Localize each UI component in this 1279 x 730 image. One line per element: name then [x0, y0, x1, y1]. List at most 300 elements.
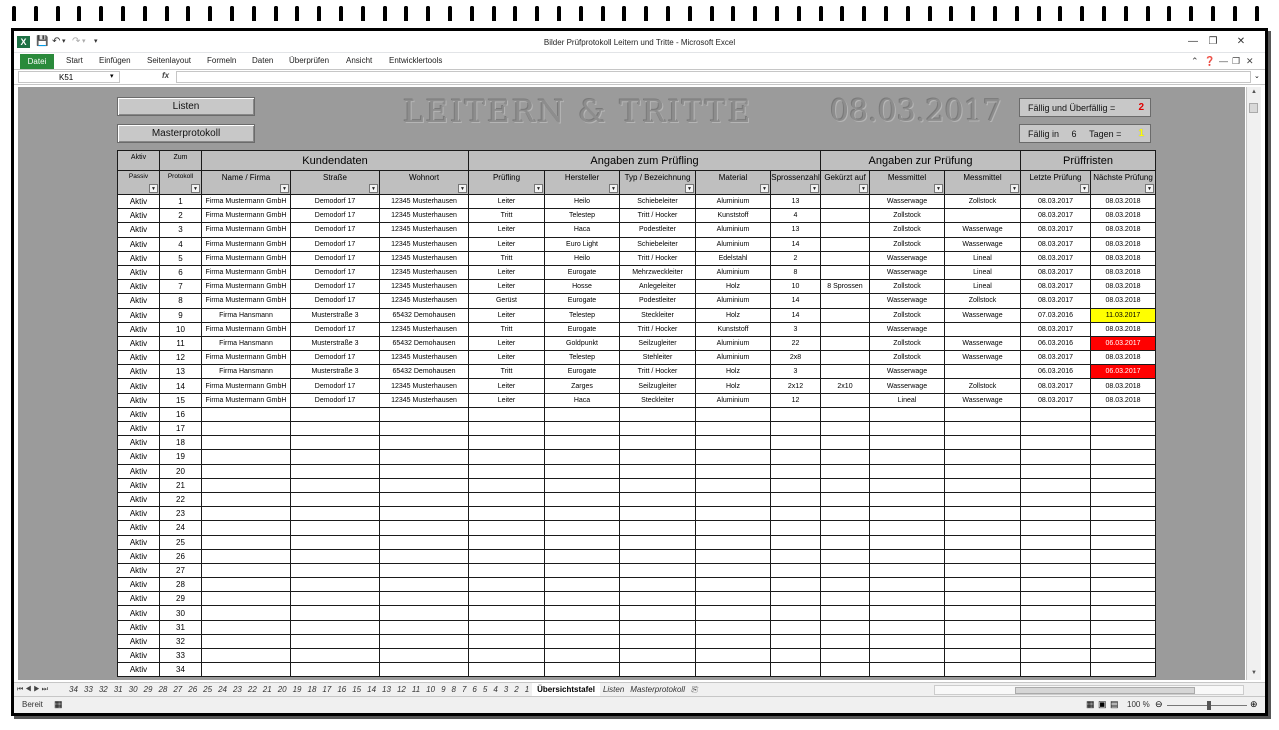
table-cell[interactable]: Tritt [469, 365, 545, 379]
table-cell[interactable] [1021, 450, 1091, 464]
table-cell[interactable]: 12345 Musterhausen [380, 195, 469, 209]
table-cell[interactable]: 2x10 [821, 379, 870, 393]
table-cell[interactable]: 12345 Musterhausen [380, 294, 469, 308]
filter-dropdown-icon[interactable]: ▼ [934, 184, 943, 193]
table-cell[interactable] [821, 620, 870, 634]
table-cell[interactable] [821, 322, 870, 336]
table-cell[interactable]: 8 Sprossen [821, 280, 870, 294]
table-cell[interactable] [469, 436, 545, 450]
table-cell[interactable]: Schiebeleiter [620, 237, 696, 251]
table-cell[interactable]: Wasserwage [945, 393, 1021, 407]
table-cell[interactable] [291, 549, 380, 563]
table-cell[interactable] [620, 407, 696, 421]
table-cell[interactable]: 08.03.2018 [1091, 209, 1156, 223]
table-cell[interactable]: 32 [160, 634, 202, 648]
table-cell[interactable]: Firma Mustermann GmbH [202, 393, 291, 407]
table-cell[interactable] [469, 422, 545, 436]
namebox-dropdown-icon[interactable]: ▾ [110, 73, 114, 80]
table-cell[interactable]: 23 [160, 507, 202, 521]
table-cell[interactable]: 12345 Musterhausen [380, 351, 469, 365]
table-cell[interactable] [380, 620, 469, 634]
table-cell[interactable] [870, 521, 945, 535]
table-cell[interactable] [380, 478, 469, 492]
table-cell[interactable] [1021, 592, 1091, 606]
page-layout-view-icon[interactable]: ▣ [1098, 699, 1107, 709]
table-cell[interactable]: Demodorf 17 [291, 280, 380, 294]
table-cell[interactable]: 12345 Musterhausen [380, 322, 469, 336]
table-cell[interactable] [291, 521, 380, 535]
table-cell[interactable] [1091, 507, 1156, 521]
table-cell[interactable] [696, 407, 771, 421]
zoom-out-icon[interactable]: ⊖ [1155, 699, 1163, 709]
table-cell[interactable]: Aktiv [118, 464, 160, 478]
close-icon[interactable]: ✕ [1236, 36, 1246, 47]
sheet-tab[interactable]: 19 [292, 685, 302, 694]
table-cell[interactable]: Leiter [469, 265, 545, 279]
tab-datei[interactable]: Datei [20, 54, 54, 69]
table-cell[interactable]: Wasserwage [870, 379, 945, 393]
table-cell[interactable]: 33 [160, 649, 202, 663]
table-cell[interactable]: 9 [160, 308, 202, 322]
tab-entwicklertools[interactable]: Entwicklertools [389, 56, 443, 65]
table-cell[interactable] [821, 464, 870, 478]
table-cell[interactable]: Aktiv [118, 209, 160, 223]
table-cell[interactable] [821, 251, 870, 265]
table-cell[interactable]: 7 [160, 280, 202, 294]
tab-ansicht[interactable]: Ansicht [346, 56, 373, 65]
sheet-tab[interactable]: 13 [382, 685, 391, 694]
table-cell[interactable] [620, 649, 696, 663]
first-sheet-icon[interactable]: ⏮ [17, 686, 24, 693]
table-cell[interactable] [202, 450, 291, 464]
table-cell[interactable] [291, 663, 380, 677]
table-cell[interactable]: 8 [771, 265, 821, 279]
table-cell[interactable] [945, 407, 1021, 421]
table-cell[interactable] [620, 592, 696, 606]
table-cell[interactable] [870, 478, 945, 492]
table-cell[interactable] [1091, 535, 1156, 549]
help-icon[interactable]: ❓ [1204, 56, 1216, 66]
table-cell[interactable] [202, 549, 291, 563]
table-cell[interactable] [380, 464, 469, 478]
table-cell[interactable] [945, 649, 1021, 663]
table-cell[interactable]: Leiter [469, 336, 545, 350]
table-cell[interactable] [380, 634, 469, 648]
table-cell[interactable] [821, 436, 870, 450]
table-cell[interactable]: Leiter [469, 379, 545, 393]
table-cell[interactable]: Leiter [469, 280, 545, 294]
table-cell[interactable]: 10 [771, 280, 821, 294]
table-cell[interactable]: 06.03.2016 [1021, 336, 1091, 350]
table-cell[interactable] [469, 521, 545, 535]
table-cell[interactable] [771, 634, 821, 648]
table-cell[interactable] [291, 563, 380, 577]
table-cell[interactable] [380, 535, 469, 549]
table-cell[interactable] [380, 606, 469, 620]
table-cell[interactable] [1021, 422, 1091, 436]
table-cell[interactable] [620, 422, 696, 436]
table-cell[interactable] [771, 436, 821, 450]
table-cell[interactable]: 30 [160, 606, 202, 620]
table-cell[interactable]: 2 [160, 209, 202, 223]
table-cell[interactable]: Haca [545, 393, 620, 407]
prev-sheet-icon[interactable]: ◀ [25, 686, 32, 693]
sheet-tab[interactable]: 14 [367, 685, 377, 694]
table-cell[interactable]: 6 [160, 265, 202, 279]
wb-close-icon[interactable]: ✕ [1246, 56, 1254, 66]
table-cell[interactable]: 28 [160, 578, 202, 592]
table-cell[interactable] [545, 450, 620, 464]
table-cell[interactable] [821, 592, 870, 606]
table-cell[interactable] [545, 578, 620, 592]
table-cell[interactable] [945, 322, 1021, 336]
table-cell[interactable] [202, 464, 291, 478]
table-cell[interactable]: Holz [696, 365, 771, 379]
table-cell[interactable] [545, 507, 620, 521]
vertical-scrollbar[interactable] [1246, 87, 1261, 680]
table-cell[interactable] [291, 606, 380, 620]
table-cell[interactable] [380, 422, 469, 436]
table-cell[interactable] [1091, 492, 1156, 506]
table-cell[interactable] [545, 407, 620, 421]
table-cell[interactable]: Musterstraße 3 [291, 308, 380, 322]
table-cell[interactable] [1091, 521, 1156, 535]
name-box[interactable]: K51 [18, 71, 120, 83]
table-cell[interactable]: 1 [160, 195, 202, 209]
wb-minimize-icon[interactable]: — [1219, 56, 1228, 66]
macro-record-icon[interactable]: ▦ [54, 699, 63, 709]
filter-dropdown-icon[interactable]: ▼ [1145, 184, 1154, 193]
table-cell[interactable] [545, 492, 620, 506]
table-cell[interactable] [945, 478, 1021, 492]
table-cell[interactable]: Aluminium [696, 223, 771, 237]
table-cell[interactable] [469, 634, 545, 648]
horizontal-scrollbar[interactable] [934, 685, 1244, 695]
table-cell[interactable] [945, 563, 1021, 577]
table-cell[interactable]: 07.03.2016 [1021, 308, 1091, 322]
table-cell[interactable] [870, 492, 945, 506]
table-cell[interactable]: Firma Mustermann GmbH [202, 322, 291, 336]
table-cell[interactable] [1021, 549, 1091, 563]
table-cell[interactable] [821, 563, 870, 577]
zoom-level[interactable]: 100 % [1127, 700, 1150, 709]
table-cell[interactable]: 2x8 [771, 351, 821, 365]
table-cell[interactable]: Firma Mustermann GmbH [202, 294, 291, 308]
sheet-tab[interactable]: 22 [247, 685, 257, 694]
table-cell[interactable]: Tritt [469, 251, 545, 265]
table-cell[interactable] [380, 549, 469, 563]
table-cell[interactable] [821, 336, 870, 350]
table-cell[interactable] [821, 422, 870, 436]
table-cell[interactable]: Musterstraße 3 [291, 336, 380, 350]
table-cell[interactable]: Aluminium [696, 336, 771, 350]
table-cell[interactable]: 4 [160, 237, 202, 251]
table-cell[interactable]: 22 [160, 492, 202, 506]
table-cell[interactable] [469, 450, 545, 464]
table-cell[interactable] [469, 663, 545, 677]
table-cell[interactable]: 11.03.2017 [1091, 308, 1156, 322]
table-cell[interactable]: Anlegeleiter [620, 280, 696, 294]
table-cell[interactable]: 12345 Musterhausen [380, 393, 469, 407]
table-cell[interactable] [202, 521, 291, 535]
table-cell[interactable] [821, 209, 870, 223]
table-cell[interactable]: 08.03.2018 [1091, 265, 1156, 279]
table-cell[interactable]: 18 [160, 436, 202, 450]
table-cell[interactable] [620, 563, 696, 577]
sheet-tab[interactable]: 9 [441, 685, 446, 694]
sheet-tab[interactable]: 3 [503, 685, 509, 694]
table-cell[interactable]: 06.03.2016 [1021, 365, 1091, 379]
table-cell[interactable] [380, 663, 469, 677]
table-cell[interactable]: 08.03.2018 [1091, 251, 1156, 265]
table-cell[interactable]: 08.03.2018 [1091, 237, 1156, 251]
table-cell[interactable]: Podestleiter [620, 294, 696, 308]
table-cell[interactable]: Hosse [545, 280, 620, 294]
table-cell[interactable] [620, 436, 696, 450]
tab-seitenlayout[interactable]: Seitenlayout [147, 56, 192, 65]
table-cell[interactable]: Schiebeleiter [620, 195, 696, 209]
table-cell[interactable]: Heilo [545, 251, 620, 265]
sheet-tab[interactable]: 10 [426, 685, 436, 694]
table-cell[interactable]: Lineal [870, 393, 945, 407]
filter-dropdown-icon[interactable]: ▼ [149, 184, 158, 193]
insert-function-icon[interactable]: fx [162, 71, 170, 80]
table-cell[interactable] [469, 507, 545, 521]
tab-daten[interactable]: Daten [252, 56, 274, 65]
table-cell[interactable]: Aluminium [696, 393, 771, 407]
table-cell[interactable]: Seilzugleiter [620, 336, 696, 350]
table-cell[interactable]: Zollstock [945, 294, 1021, 308]
table-cell[interactable] [1021, 620, 1091, 634]
table-cell[interactable]: 3 [771, 322, 821, 336]
table-cell[interactable] [1021, 663, 1091, 677]
table-cell[interactable]: Wasserwage [870, 294, 945, 308]
table-cell[interactable]: Demodorf 17 [291, 322, 380, 336]
table-cell[interactable]: 13 [771, 195, 821, 209]
table-cell[interactable]: 08.03.2018 [1091, 351, 1156, 365]
sheet-tab[interactable]: Listen [602, 685, 625, 694]
table-cell[interactable] [620, 663, 696, 677]
table-cell[interactable]: 08.03.2017 [1021, 379, 1091, 393]
table-cell[interactable]: 2 [771, 251, 821, 265]
table-cell[interactable] [380, 592, 469, 606]
table-cell[interactable] [771, 507, 821, 521]
zoom-slider-knob[interactable] [1207, 701, 1211, 710]
sheet-tab[interactable]: 5 [482, 685, 488, 694]
table-cell[interactable]: 08.03.2017 [1021, 351, 1091, 365]
table-cell[interactable] [469, 549, 545, 563]
table-cell[interactable]: Telestep [545, 209, 620, 223]
undo-dropdown-icon[interactable]: ▾ [62, 38, 66, 45]
table-cell[interactable] [202, 507, 291, 521]
table-cell[interactable] [545, 436, 620, 450]
table-cell[interactable] [1091, 634, 1156, 648]
table-cell[interactable]: 65432 Demohausen [380, 365, 469, 379]
sheet-tab[interactable]: 28 [158, 685, 168, 694]
table-cell[interactable] [870, 535, 945, 549]
table-cell[interactable]: Goldpunkt [545, 336, 620, 350]
table-cell[interactable] [620, 578, 696, 592]
table-cell[interactable]: Wasserwage [945, 308, 1021, 322]
filter-dropdown-icon[interactable]: ▼ [280, 184, 289, 193]
undo-icon[interactable]: ↶ [52, 36, 61, 47]
table-cell[interactable]: Wasserwage [870, 322, 945, 336]
wb-restore-icon[interactable]: ❐ [1232, 56, 1241, 66]
sheet-tab[interactable]: 30 [128, 685, 138, 694]
table-cell[interactable]: 08.03.2017 [1021, 265, 1091, 279]
filter-dropdown-icon[interactable]: ▼ [685, 184, 694, 193]
table-cell[interactable] [291, 450, 380, 464]
table-cell[interactable] [1091, 478, 1156, 492]
table-cell[interactable]: 08.03.2018 [1091, 294, 1156, 308]
table-cell[interactable] [1021, 563, 1091, 577]
table-cell[interactable]: 26 [160, 549, 202, 563]
table-cell[interactable]: 08.03.2017 [1021, 223, 1091, 237]
table-cell[interactable] [1091, 549, 1156, 563]
table-cell[interactable] [945, 450, 1021, 464]
table-cell[interactable]: Aktiv [118, 336, 160, 350]
sheet-tab[interactable]: 34 [69, 685, 78, 694]
table-cell[interactable]: 06.03.2017 [1091, 336, 1156, 350]
table-cell[interactable] [821, 549, 870, 563]
table-cell[interactable] [469, 478, 545, 492]
table-cell[interactable]: 06.03.2017 [1091, 365, 1156, 379]
table-cell[interactable]: Telestep [545, 308, 620, 322]
table-cell[interactable] [291, 507, 380, 521]
table-cell[interactable] [469, 535, 545, 549]
sheet-tab[interactable]: 27 [173, 685, 183, 694]
table-cell[interactable]: Holz [696, 379, 771, 393]
table-cell[interactable]: Zollstock [870, 280, 945, 294]
table-cell[interactable]: Leiter [469, 195, 545, 209]
table-cell[interactable] [620, 507, 696, 521]
table-cell[interactable]: 08.03.2018 [1091, 379, 1156, 393]
table-cell[interactable]: 11 [160, 336, 202, 350]
table-cell[interactable] [1021, 649, 1091, 663]
table-cell[interactable]: Haca [545, 223, 620, 237]
table-cell[interactable] [945, 507, 1021, 521]
sheet-tab[interactable]: 20 [277, 685, 287, 694]
table-cell[interactable]: Aktiv [118, 195, 160, 209]
table-cell[interactable] [469, 407, 545, 421]
table-cell[interactable]: 29 [160, 592, 202, 606]
table-cell[interactable] [771, 407, 821, 421]
table-cell[interactable]: Aktiv [118, 365, 160, 379]
table-cell[interactable] [771, 422, 821, 436]
table-cell[interactable] [380, 450, 469, 464]
table-cell[interactable] [380, 407, 469, 421]
excel-app-icon[interactable]: X [17, 36, 30, 48]
table-cell[interactable] [291, 649, 380, 663]
table-cell[interactable] [696, 578, 771, 592]
sheet-tab[interactable]: 25 [203, 685, 213, 694]
table-cell[interactable]: Zollstock [870, 223, 945, 237]
table-cell[interactable] [696, 478, 771, 492]
table-cell[interactable]: Firma Mustermann GmbH [202, 265, 291, 279]
table-cell[interactable] [696, 422, 771, 436]
table-cell[interactable] [821, 294, 870, 308]
table-cell[interactable]: Tritt [469, 322, 545, 336]
vertical-scroll-thumb[interactable] [1249, 103, 1258, 113]
table-cell[interactable]: Eurogate [545, 294, 620, 308]
table-cell[interactable] [1091, 649, 1156, 663]
table-cell[interactable] [1091, 578, 1156, 592]
table-cell[interactable] [1021, 578, 1091, 592]
table-cell[interactable] [696, 663, 771, 677]
table-cell[interactable] [821, 393, 870, 407]
table-cell[interactable]: Aktiv [118, 251, 160, 265]
table-cell[interactable] [620, 478, 696, 492]
table-cell[interactable]: 08.03.2018 [1091, 280, 1156, 294]
table-cell[interactable] [1091, 606, 1156, 620]
table-cell[interactable] [291, 592, 380, 606]
table-cell[interactable] [545, 649, 620, 663]
table-cell[interactable] [696, 436, 771, 450]
table-cell[interactable] [1021, 634, 1091, 648]
table-cell[interactable]: Aktiv [118, 549, 160, 563]
table-cell[interactable]: 08.03.2018 [1091, 223, 1156, 237]
table-cell[interactable]: 08.03.2018 [1091, 322, 1156, 336]
table-cell[interactable] [620, 606, 696, 620]
table-cell[interactable]: Aktiv [118, 265, 160, 279]
sheet-tab[interactable]: 2 [514, 685, 519, 694]
table-cell[interactable]: 4 [771, 209, 821, 223]
sheet-tab[interactable]: 6 [472, 685, 477, 694]
table-cell[interactable] [821, 195, 870, 209]
table-cell[interactable]: Aktiv [118, 592, 160, 606]
table-cell[interactable] [1021, 507, 1091, 521]
sheet-tab[interactable]: 11 [411, 685, 421, 694]
table-cell[interactable]: Gerüst [469, 294, 545, 308]
table-cell[interactable]: 20 [160, 464, 202, 478]
ribbon-collapse-icon[interactable]: ⌃ [1191, 56, 1199, 66]
table-cell[interactable] [291, 634, 380, 648]
table-cell[interactable]: 34 [160, 663, 202, 677]
table-cell[interactable] [1091, 464, 1156, 478]
table-cell[interactable]: Demodorf 17 [291, 237, 380, 251]
table-cell[interactable]: 08.03.2017 [1021, 294, 1091, 308]
table-cell[interactable]: Wasserwage [945, 223, 1021, 237]
table-cell[interactable]: 2x12 [771, 379, 821, 393]
table-cell[interactable]: Holz [696, 280, 771, 294]
table-cell[interactable] [202, 649, 291, 663]
table-cell[interactable] [771, 620, 821, 634]
table-cell[interactable]: Aktiv [118, 351, 160, 365]
table-cell[interactable] [870, 507, 945, 521]
table-cell[interactable] [696, 606, 771, 620]
table-cell[interactable] [469, 464, 545, 478]
table-cell[interactable] [1091, 422, 1156, 436]
table-cell[interactable] [945, 492, 1021, 506]
table-cell[interactable] [291, 407, 380, 421]
table-cell[interactable] [202, 606, 291, 620]
table-cell[interactable] [870, 450, 945, 464]
table-cell[interactable] [821, 237, 870, 251]
table-cell[interactable]: Firma Mustermann GmbH [202, 251, 291, 265]
table-cell[interactable]: Demodorf 17 [291, 195, 380, 209]
table-cell[interactable]: Aktiv [118, 422, 160, 436]
sheet-tab[interactable]: 23 [232, 685, 242, 694]
table-cell[interactable] [1021, 464, 1091, 478]
table-cell[interactable] [821, 223, 870, 237]
sheet-tab[interactable]: 8 [451, 685, 456, 694]
table-cell[interactable]: 08.03.2018 [1091, 195, 1156, 209]
table-cell[interactable] [945, 365, 1021, 379]
table-cell[interactable]: Edelstahl [696, 251, 771, 265]
table-cell[interactable] [620, 549, 696, 563]
table-cell[interactable]: Wasserwage [945, 351, 1021, 365]
table-cell[interactable]: Firma Mustermann GmbH [202, 223, 291, 237]
